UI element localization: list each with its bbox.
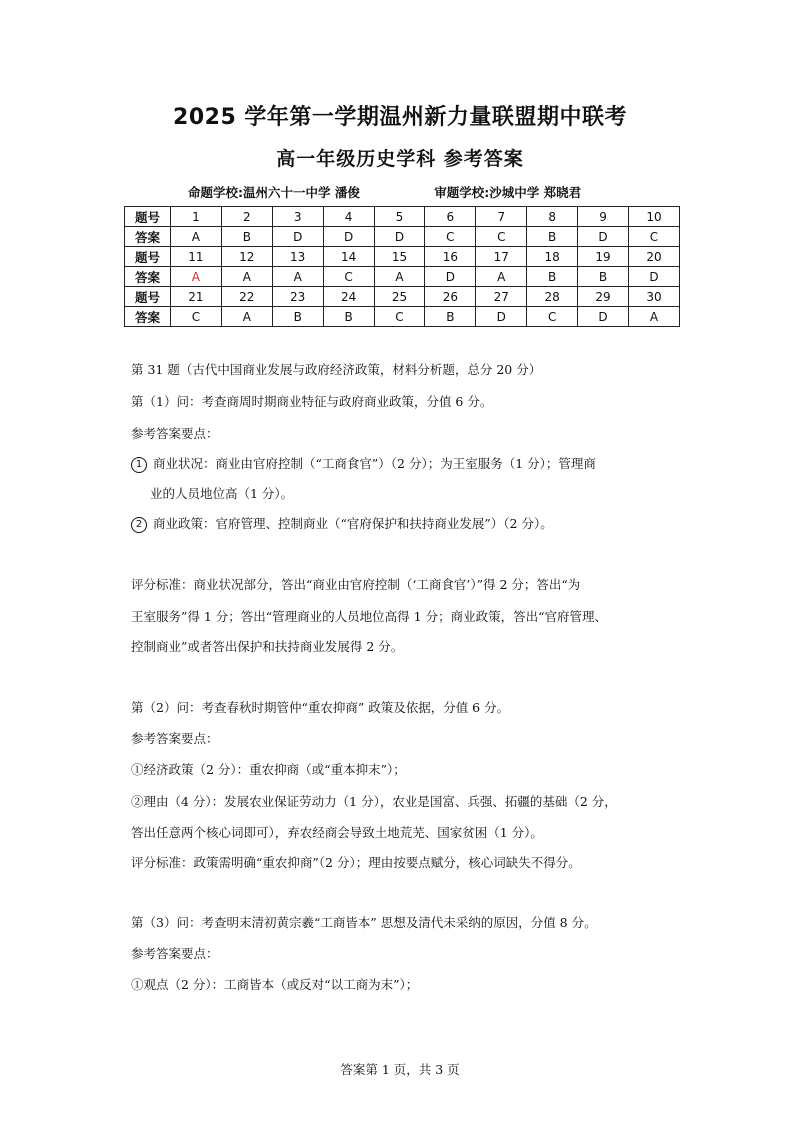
row-label-answer: 答案 [125, 307, 171, 327]
q31-p1-item1-text: 商业状况：商业由官府控制（“工商食官”）（2 分）；为王室服务（1 分）；管理商 [153, 456, 596, 471]
question-number-cell: 20 [628, 247, 679, 267]
answer-cell: B [272, 307, 323, 327]
answer-cell: B [323, 307, 374, 327]
row-label-number: 题号 [125, 287, 171, 307]
question-number-cell: 28 [527, 287, 578, 307]
question-number-cell: 10 [628, 207, 679, 227]
answer-cell: D [425, 267, 476, 287]
circle-number-1: 1 [131, 457, 147, 473]
authors-line [188, 183, 581, 201]
question-number-cell: 29 [578, 287, 629, 307]
answer-cell: D [578, 307, 629, 327]
answer-cell: D [628, 267, 679, 287]
answer-cell: D [323, 227, 374, 247]
answer-cell: D [476, 307, 527, 327]
question-number-cell: 19 [578, 247, 629, 267]
question-number-cell: 26 [425, 287, 476, 307]
answer-cell: A [374, 267, 425, 287]
setter-info: 命题学校:温州六十一中学 潘俊 [188, 185, 360, 200]
question-number-cell: 30 [628, 287, 679, 307]
q31-p1-ref: 参考答案要点： [131, 426, 219, 441]
answer-cell: B [527, 267, 578, 287]
row-label-answer: 答案 [125, 267, 171, 287]
answer-cell: C [476, 227, 527, 247]
answer-cell: C [323, 267, 374, 287]
q31-p1-item1 [131, 454, 681, 473]
question-number-cell: 9 [578, 207, 629, 227]
question-number-cell: 21 [170, 287, 221, 307]
question-number-cell: 22 [221, 287, 272, 307]
page-title: 2025 学年第一学期温州新力量联盟期中联考 [173, 105, 627, 130]
q31-p1-std-line1: 评分标准：商业状况部分，答出“商业由官府控制（‘工商食官’）”得 2 分；答出“为 [131, 577, 581, 592]
answer-cell: A [170, 267, 221, 287]
answer-cell: B [425, 307, 476, 327]
answer-cell: B [221, 227, 272, 247]
answer-table [124, 206, 680, 327]
question-number-cell: 4 [323, 207, 374, 227]
question-number-cell: 17 [476, 247, 527, 267]
answer-cell: A [221, 307, 272, 327]
q31-p3-ref: 参考答案要点： [131, 946, 219, 961]
answer-cell: C [527, 307, 578, 327]
q31-p3-title: 第（3）问：考查明末清初黄宗羲“工商皆本” 思想及清代未采纳的原因，分值 8 分。 [131, 915, 597, 930]
q31-p2-line2: ②理由（4 分）：发展农业保证劳动力（1 分），农业是国富、兵强、拓疆的基础（2 分， [131, 794, 617, 809]
q31-p2-line3: 答出任意两个核心词即可），弃农经商会导致土地荒芜、国家贫困（1 分）。 [131, 825, 543, 840]
question-number-cell: 23 [272, 287, 323, 307]
q31-p1-item1-cont: 业的人员地位高（1 分）。 [150, 486, 294, 501]
answer-cell: A [476, 267, 527, 287]
question-number-cell: 7 [476, 207, 527, 227]
question-number-cell: 15 [374, 247, 425, 267]
answer-cell: C [628, 227, 679, 247]
question-number-cell: 13 [272, 247, 323, 267]
question-number-cell: 8 [527, 207, 578, 227]
question-number-cell: 24 [323, 287, 374, 307]
answer-cell: D [578, 227, 629, 247]
answer-cell: B [578, 267, 629, 287]
answer-row [125, 267, 680, 287]
question-number-cell: 18 [527, 247, 578, 267]
answer-cell: A [628, 307, 679, 327]
question-number-cell: 27 [476, 287, 527, 307]
question-number-cell: 12 [221, 247, 272, 267]
answer-cell: B [527, 227, 578, 247]
question-number-cell: 11 [170, 247, 221, 267]
q31-heading: 第 31 题（古代中国商业发展与政府经济政策，材料分析题，总分 20 分） [131, 362, 542, 377]
question-number-cell: 25 [374, 287, 425, 307]
answer-cell: D [374, 227, 425, 247]
q31-p3-line1: ①观点（2 分）：工商皆本（或反对“以工商为末”）； [131, 977, 419, 992]
q31-p2-line1: ①经济政策（2 分）：重农抑商（或“重本抑末”）； [131, 762, 406, 777]
page-footer: 答案第 1 页，共 3 页 [340, 1062, 460, 1077]
q31-p2-title: 第（2）问：考查春秋时期管仲“重农抑商” 政策及依据，分值 6 分。 [131, 700, 510, 715]
q31-p1-std-line3: 控制商业”或者答出保护和扶持商业发展得 2 分。 [131, 639, 404, 654]
q31-p1-title: 第（1）问：考查商周时期商业特征与政府商业政策，分值 6 分。 [131, 394, 493, 409]
answer-cell: D [272, 227, 323, 247]
answer-cell: C [374, 307, 425, 327]
answer-row [125, 227, 680, 247]
question-number-cell: 3 [272, 207, 323, 227]
page-subtitle: 高一年级历史学科 参考答案 [276, 148, 524, 170]
question-number-row [125, 207, 680, 227]
answer-cell: A [272, 267, 323, 287]
question-number-cell: 6 [425, 207, 476, 227]
reviewer-info: 审题学校:沙城中学 郑晓君 [434, 185, 582, 200]
circle-number-2: 2 [131, 517, 147, 533]
row-label-answer: 答案 [125, 227, 171, 247]
answer-cell: A [170, 227, 221, 247]
question-number-cell: 5 [374, 207, 425, 227]
question-number-cell: 2 [221, 207, 272, 227]
question-number-cell: 14 [323, 247, 374, 267]
answer-cell: C [170, 307, 221, 327]
answer-cell: A [221, 267, 272, 287]
answer-row [125, 307, 680, 327]
question-number-cell: 1 [170, 207, 221, 227]
q31-p2-ref: 参考答案要点： [131, 731, 219, 746]
question-number-row [125, 287, 680, 307]
q31-p1-std-line2: 王室服务”得 1 分；答出“管理商业的人员地位高得 1 分；商业政策，答出“官府管理、 [131, 609, 607, 624]
row-label-number: 题号 [125, 247, 171, 267]
q31-p1-item2-text: 商业政策：官府管理、控制商业（“官府保护和扶持商业发展”）（2 分）。 [153, 516, 553, 531]
q31-p2-std: 评分标准：政策需明确“重农抑商”（2 分）；理由按要点赋分，核心词缺失不得分。 [131, 855, 581, 870]
question-number-cell: 16 [425, 247, 476, 267]
question-number-row [125, 247, 680, 267]
answer-cell: C [425, 227, 476, 247]
q31-p1-item2 [131, 514, 681, 533]
row-label-number: 题号 [125, 207, 171, 227]
